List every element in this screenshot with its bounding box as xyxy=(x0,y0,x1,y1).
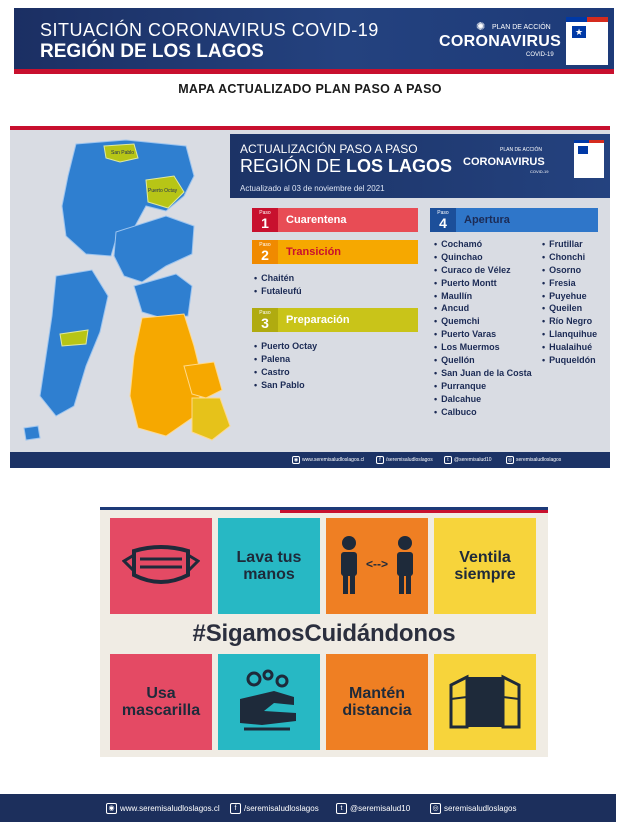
list-item: • Frutillar xyxy=(542,238,597,251)
header-line2: REGIÓN DE LOS LAGOS xyxy=(40,41,264,62)
page-subtitle: MAPA ACTUALIZADO PLAN PASO A PASO xyxy=(178,82,442,96)
header-banner xyxy=(14,8,614,74)
list-item: • Los Muermos xyxy=(434,341,532,354)
footer-web[interactable]: ◉ www.seremisaludloslagos.cl xyxy=(293,456,365,463)
list-item: • Puyehue xyxy=(542,290,597,303)
paso-a-paso-infographic xyxy=(10,126,610,464)
care-tips-panel xyxy=(100,507,548,757)
footer-instagram-link[interactable]: ◎ seremisaludloslagos xyxy=(430,802,516,815)
plan-label-small: PLAN DE ACCIÓN xyxy=(500,147,542,153)
list-item: • Puerto Varas xyxy=(434,328,532,341)
list-item: • Castro xyxy=(254,366,317,379)
updated-date: Actualizado al 03 de noviembre del 2021 xyxy=(240,184,385,193)
list-item: • Ancud xyxy=(434,302,532,315)
covid-label-small: COVID-19 xyxy=(530,169,549,174)
manten-distancia-tile: Mantén distancia xyxy=(326,654,428,750)
list-item: • Queilen xyxy=(542,302,597,315)
ventila-tile: Ventila siempre xyxy=(434,518,536,614)
footer-web-link[interactable]: ◉ www.seremisaludloslagos.cl xyxy=(106,802,220,815)
shield-logo-icon: ★ xyxy=(566,17,608,65)
list-item: • San Pablo xyxy=(254,379,317,392)
page-footer xyxy=(0,794,616,822)
list-item: • Palena xyxy=(254,353,317,366)
list-item: • Fresia xyxy=(542,277,597,290)
transicion-list xyxy=(254,272,302,298)
window-icon xyxy=(447,671,523,733)
phase-3-preparacion: Paso 3 Preparación xyxy=(252,308,418,332)
list-item: • Hualaihué xyxy=(542,341,597,354)
infographic-title1: ACTUALIZACIÓN PASO A PASO xyxy=(240,142,418,156)
list-item: • Chonchi xyxy=(542,251,597,264)
plan-label: PLAN DE ACCIÓN xyxy=(492,24,551,31)
list-item: • Curaco de Vélez xyxy=(434,264,532,277)
mask-tile xyxy=(110,518,212,614)
list-item: • Quellón xyxy=(434,354,532,367)
distance-icon xyxy=(335,534,419,598)
covid-label: COVID-19 xyxy=(526,52,554,58)
mask-icon xyxy=(122,541,200,591)
footer-twitter[interactable]: t @seremisalud10 xyxy=(444,455,492,465)
window-tile xyxy=(434,654,536,750)
list-item: • Dalcahue xyxy=(434,393,532,406)
phase-1-cuarentena: Paso 1 Cuarentena xyxy=(252,208,418,232)
footer-facebook-link[interactable]: f /seremisaludloslagos xyxy=(230,802,319,815)
distance-tile xyxy=(326,518,428,614)
list-item: • Puerto Octay xyxy=(254,340,317,353)
list-item: • Calbuco xyxy=(434,406,532,419)
list-item: • Chaitén xyxy=(254,272,302,285)
virus-icon: ✺ xyxy=(476,21,486,33)
infographic-title-bar xyxy=(230,134,610,198)
list-item: • Quinchao xyxy=(434,251,532,264)
infographic-title2: REGIÓN DE LOS LAGOS xyxy=(240,156,453,176)
list-item: • Futaleufú xyxy=(254,285,302,298)
shield-logo-icon xyxy=(574,140,604,178)
brand-label: CORONAVIRUS xyxy=(439,33,562,50)
list-item: • Maullín xyxy=(434,290,532,303)
preparacion-list xyxy=(254,340,317,392)
handwash-tile xyxy=(218,654,320,750)
hands-washing-icon xyxy=(234,669,304,735)
list-item: • Osorno xyxy=(542,264,597,277)
apertura-list-col2 xyxy=(542,238,597,367)
apertura-list-col1 xyxy=(434,238,532,418)
header-line1: SITUACIÓN CORONAVIRUS COVID-19 xyxy=(40,20,379,40)
map-label-puerto-octay: Puerto Octay xyxy=(148,188,178,194)
footer-instagram[interactable]: ◎ seremisaludloslagos xyxy=(507,456,562,463)
list-item: • Puerto Montt xyxy=(434,277,532,290)
hashtag: #SigamosCuidándonos xyxy=(192,620,456,647)
footer-twitter-link[interactable]: t @seremisalud10 xyxy=(336,802,410,815)
infographic-footer xyxy=(10,452,610,468)
list-item: • Puqueldón xyxy=(542,354,597,367)
brand-label-small: CORONAVIRUS xyxy=(463,156,545,168)
list-item: • Llanquihue xyxy=(542,328,597,341)
phase-4-apertura: Paso 4 Apertura xyxy=(430,208,598,232)
list-item: • Quemchi xyxy=(434,315,532,328)
list-item: • Cochamó xyxy=(434,238,532,251)
usa-mascarilla-tile: Usa mascarilla xyxy=(110,654,212,750)
footer-facebook[interactable]: f /seremisaludloslagos xyxy=(376,455,433,465)
phase-2-transicion: Paso 2 Transición xyxy=(252,240,418,264)
distance-label: <--> xyxy=(365,557,389,571)
lava-manos-tile: Lava tus manos xyxy=(218,518,320,614)
map-label-san-pablo: San Pablo xyxy=(111,150,135,156)
list-item: • Purranque xyxy=(434,380,532,393)
region-map xyxy=(16,136,238,448)
list-item: • San Juan de la Costa xyxy=(434,367,532,380)
list-item: • Río Negro xyxy=(542,315,597,328)
